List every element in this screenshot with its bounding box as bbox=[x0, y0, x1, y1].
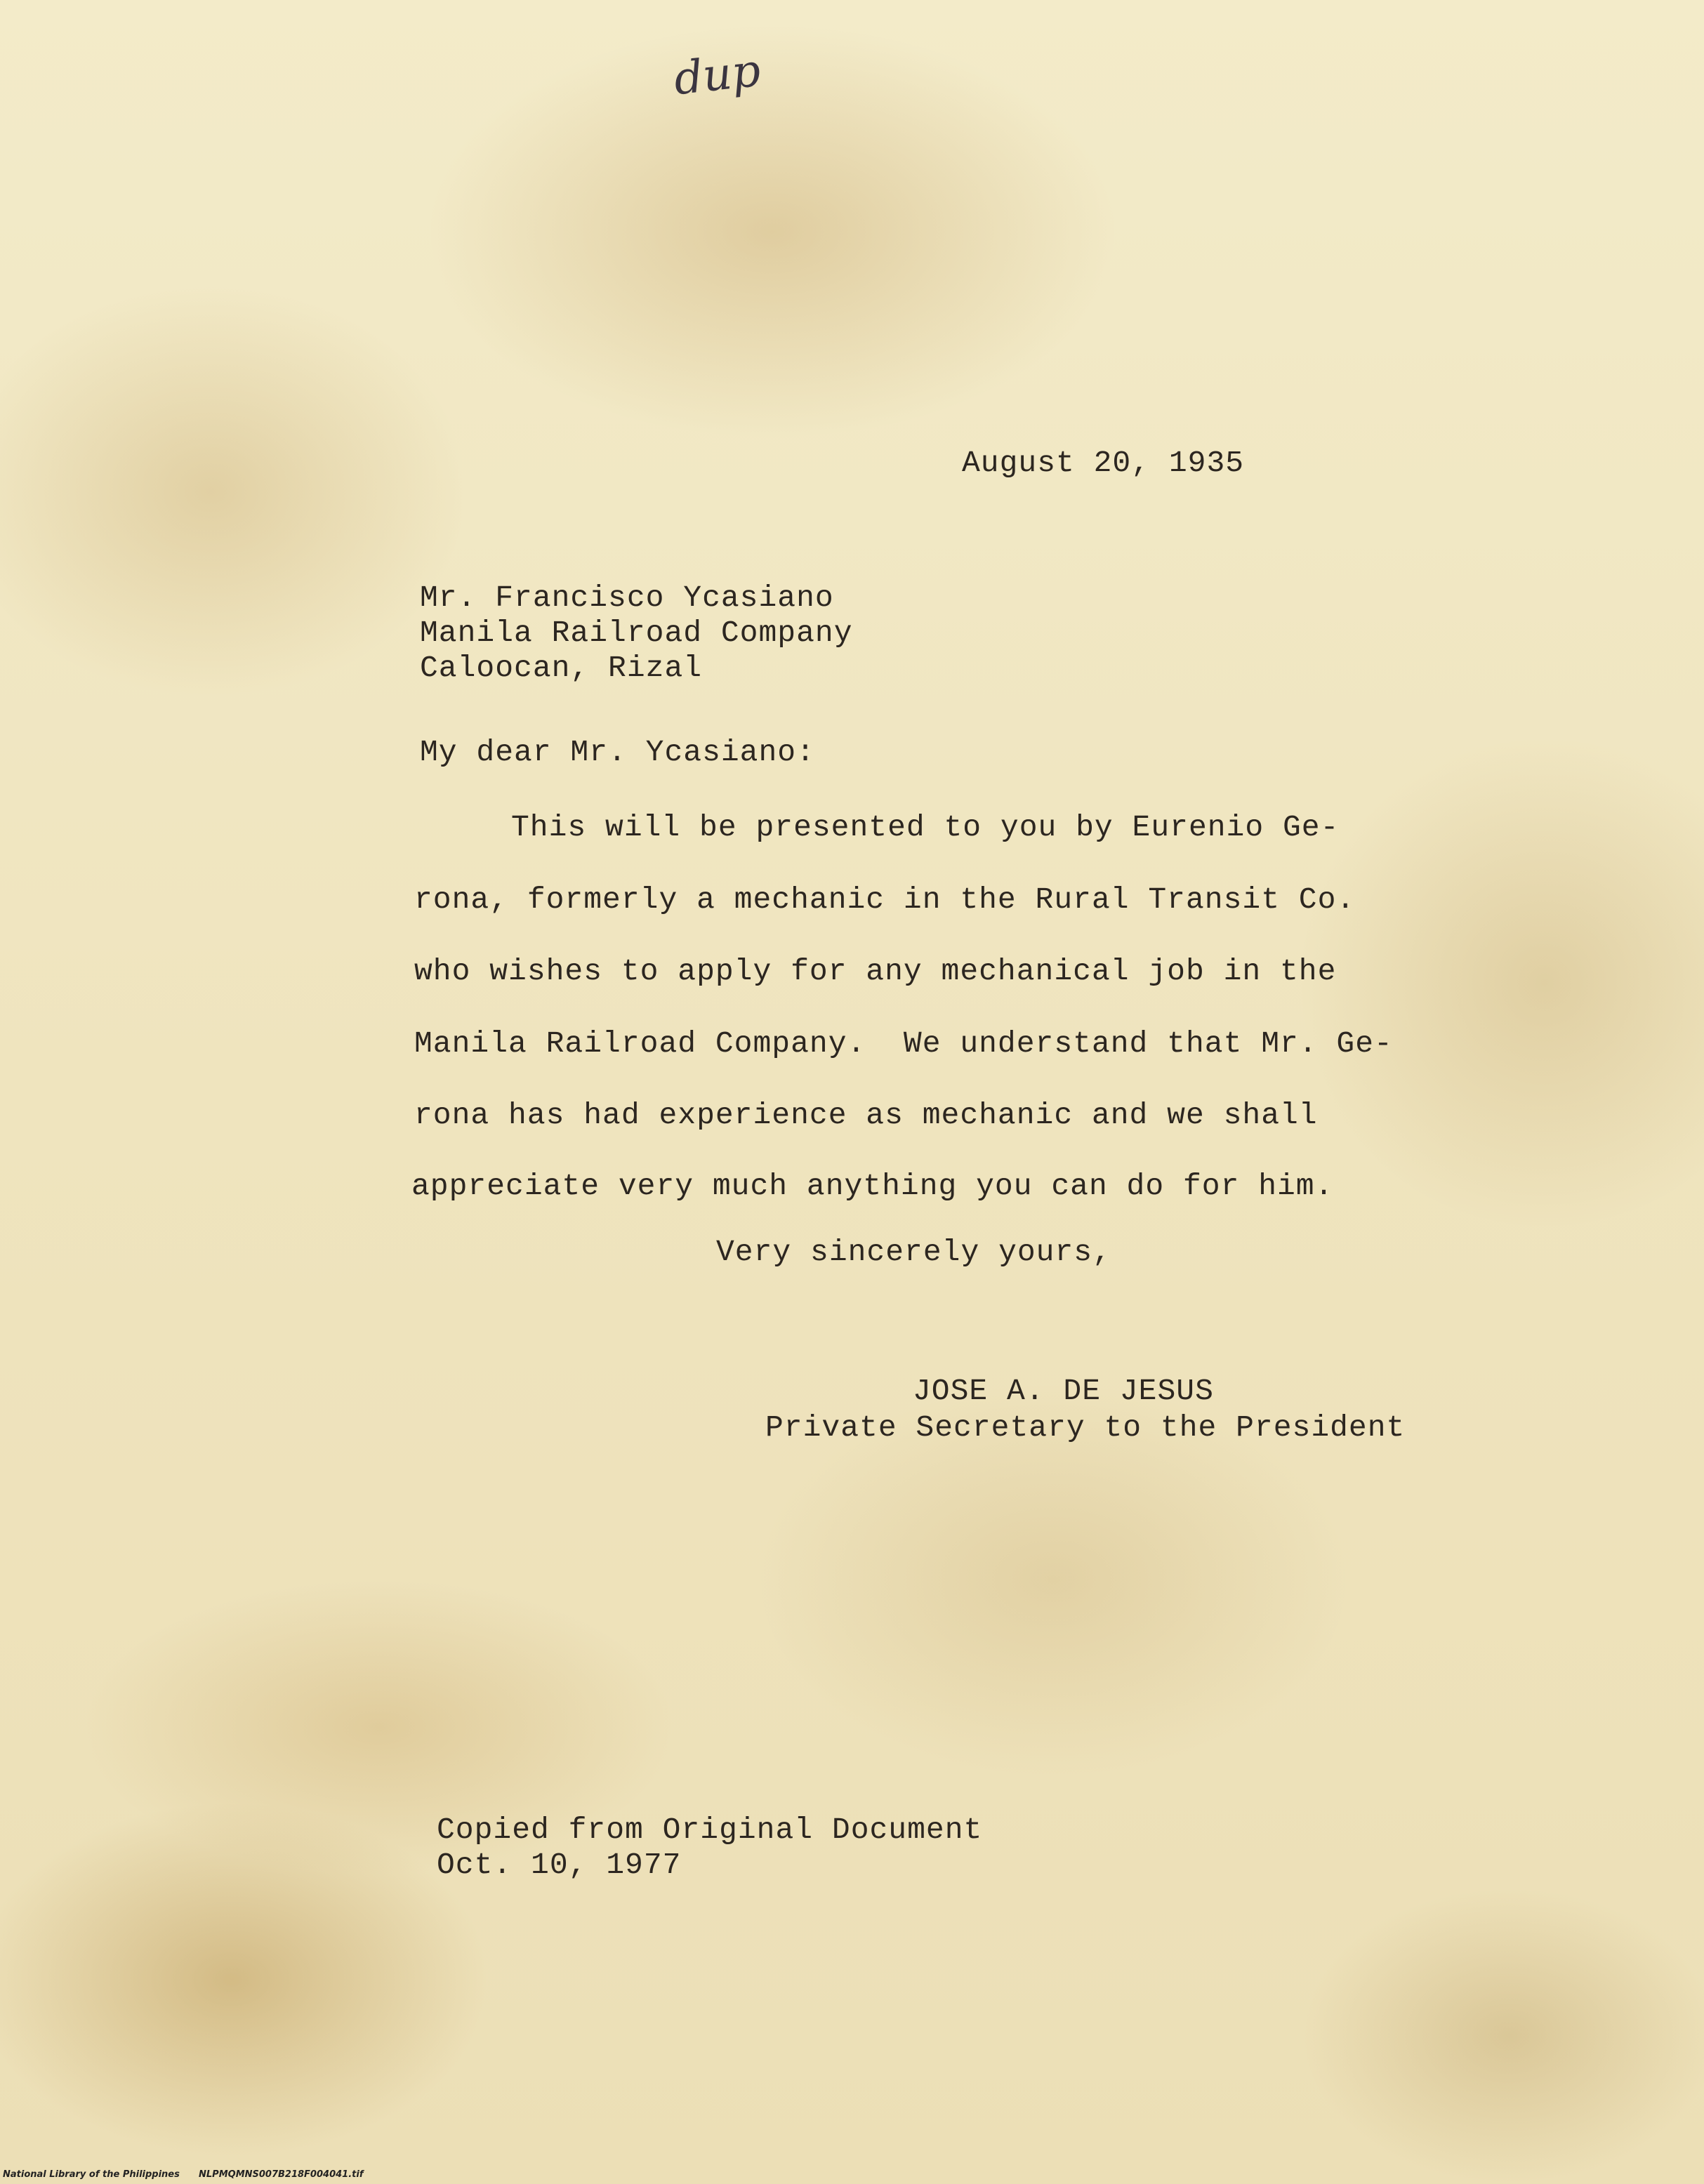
letter-date: August 20, 1935 bbox=[962, 446, 1245, 480]
body-line: rona has had experience as mechanic and we shall bbox=[414, 1098, 1318, 1132]
recipient-location: Caloocan, Rizal bbox=[420, 651, 703, 685]
body-line: appreciate very much anything you can do for him. bbox=[411, 1169, 1334, 1203]
file-name: NLPMQMNS007B218F004041.tif bbox=[199, 2169, 364, 2180]
body-line: rona, formerly a mechanic in the Rural Transit Co. bbox=[414, 882, 1356, 917]
library-name: National Library of the Philippines bbox=[3, 2169, 180, 2180]
signatory-name: JOSE A. DE JESUS bbox=[913, 1374, 1214, 1408]
salutation: My dear Mr. Ycasiano: bbox=[420, 735, 815, 769]
signatory-title: Private Secretary to the President bbox=[765, 1410, 1406, 1445]
copy-date: Oct. 10, 1977 bbox=[437, 1848, 682, 1882]
recipient-company: Manila Railroad Company bbox=[420, 616, 853, 650]
body-line: Manila Railroad Company. We understand that Mr. Ge- bbox=[414, 1026, 1393, 1061]
body-line: This will be presented to you by Eurenio Ge- bbox=[511, 810, 1340, 845]
body-line: who wishes to apply for any mechanical job in the bbox=[414, 954, 1337, 988]
archive-footer bbox=[3, 2169, 363, 2180]
closing: Very sincerely yours, bbox=[716, 1235, 1111, 1269]
handwritten-annotation: dup bbox=[671, 44, 763, 106]
copy-note: Copied from Original Document bbox=[437, 1813, 983, 1847]
recipient-name: Mr. Francisco Ycasiano bbox=[420, 581, 834, 615]
